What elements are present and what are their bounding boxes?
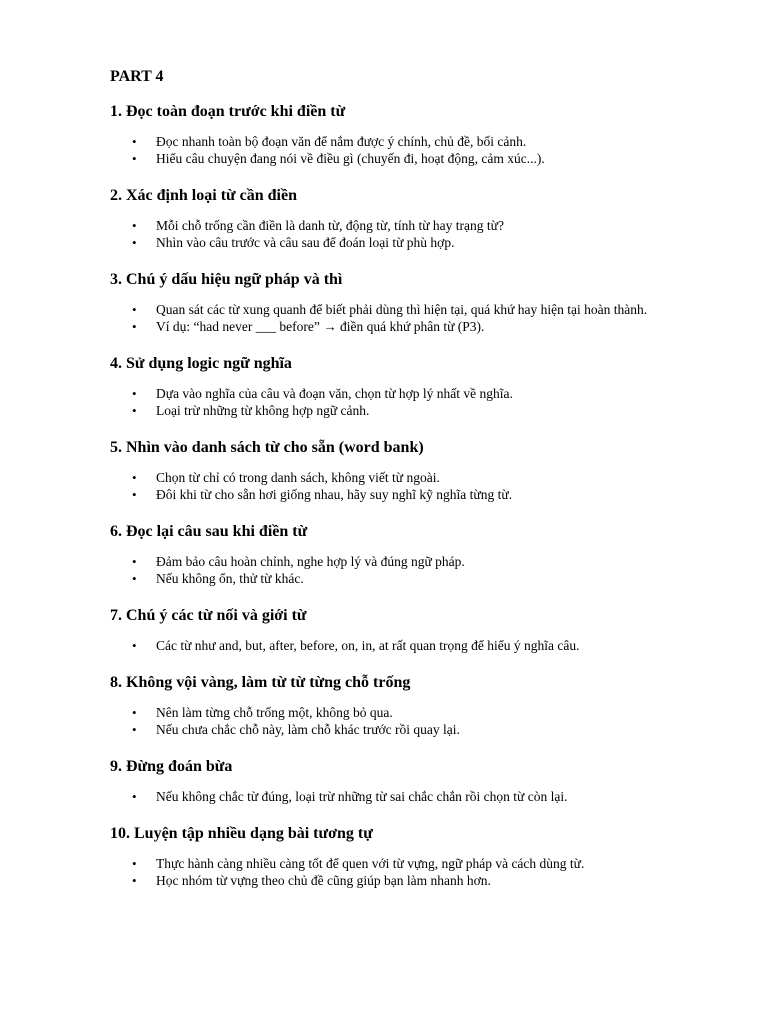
bullet-list xyxy=(110,637,710,654)
bullet-dot-icon: • xyxy=(132,319,137,334)
section-heading: 2. Xác định loại từ cần điền xyxy=(110,187,297,204)
sections-container xyxy=(110,101,710,889)
section-heading: 10. Luyện tập nhiều dạng bài tương tự xyxy=(110,825,373,842)
bullet-dot-icon: • xyxy=(132,151,137,166)
list-item xyxy=(110,704,710,721)
bullet-text: Thực hành càng nhiều càng tốt để quen với từ vựng, ngữ pháp và cách dùng từ. xyxy=(156,856,585,871)
document-page xyxy=(110,66,710,907)
bullet-list xyxy=(110,469,710,503)
bullet-dot-icon: • xyxy=(132,403,137,418)
list-item xyxy=(110,855,710,872)
list-item xyxy=(110,234,710,251)
bullet-text: Nên làm từng chỗ trống một, không bỏ qua. xyxy=(156,705,393,720)
list-item xyxy=(110,402,710,419)
bullet-list xyxy=(110,788,710,805)
bullet-list xyxy=(110,553,710,587)
section-10 xyxy=(110,823,710,889)
section-6 xyxy=(110,521,710,587)
section-4 xyxy=(110,353,710,419)
bullet-dot-icon: • xyxy=(132,470,137,485)
list-item xyxy=(110,301,710,318)
bullet-list xyxy=(110,217,710,251)
list-item xyxy=(110,469,710,486)
section-1 xyxy=(110,101,710,167)
bullet-dot-icon: • xyxy=(132,554,137,569)
bullet-dot-icon: • xyxy=(132,873,137,888)
bullet-dot-icon: • xyxy=(132,218,137,233)
bullet-text: Dựa vào nghĩa của câu và đoạn văn, chọn từ hợp lý nhất về nghĩa. xyxy=(156,386,513,401)
list-item xyxy=(110,721,710,738)
section-heading: 9. Đừng đoán bừa xyxy=(110,758,233,775)
bullet-text: Quan sát các từ xung quanh để biết phải dùng thì hiện tại, quá khứ hay hiện tại hoàn thành. xyxy=(156,302,648,317)
section-heading: 5. Nhìn vào danh sách từ cho sẵn (word bank) xyxy=(110,439,424,456)
section-heading: 1. Đọc toàn đoạn trước khi điền từ xyxy=(110,103,346,120)
bullet-list xyxy=(110,855,710,889)
bullet-text: Nếu chưa chắc chỗ này, làm chỗ khác trước rồi quay lại. xyxy=(156,722,460,737)
section-7 xyxy=(110,605,710,654)
section-9 xyxy=(110,756,710,805)
bullet-list xyxy=(110,133,710,167)
section-8 xyxy=(110,672,710,738)
section-3 xyxy=(110,269,710,335)
list-item xyxy=(110,318,710,335)
list-item xyxy=(110,553,710,570)
section-5 xyxy=(110,437,710,503)
bullet-text: Đôi khi từ cho sẵn hơi giống nhau, hãy suy nghĩ kỹ nghĩa từng từ. xyxy=(156,487,513,502)
bullet-dot-icon: • xyxy=(132,789,137,804)
bullet-text: Đảm bảo câu hoàn chỉnh, nghe hợp lý và đúng ngữ pháp. xyxy=(156,554,465,569)
bullet-dot-icon: • xyxy=(132,722,137,737)
section-heading: 3. Chú ý dấu hiệu ngữ pháp và thì xyxy=(110,271,343,288)
bullet-dot-icon: • xyxy=(132,302,137,317)
bullet-text: Học nhóm từ vựng theo chủ đề cũng giúp bạn làm nhanh hơn. xyxy=(156,873,491,888)
section-heading: 8. Không vội vàng, làm từ từ từng chỗ trống xyxy=(110,674,411,691)
bullet-dot-icon: • xyxy=(132,705,137,720)
section-heading: 7. Chú ý các từ nối và giới từ xyxy=(110,607,307,624)
bullet-list xyxy=(110,704,710,738)
list-item xyxy=(110,637,710,654)
bullet-list xyxy=(110,301,710,335)
list-item xyxy=(110,385,710,402)
list-item xyxy=(110,788,710,805)
list-item xyxy=(110,486,710,503)
list-item xyxy=(110,150,710,167)
bullet-text: Loại trừ những từ không hợp ngữ cảnh. xyxy=(156,403,370,418)
section-2 xyxy=(110,185,710,251)
part-title: PART 4 xyxy=(110,68,164,85)
bullet-text: Các từ như and, but, after, before, on, in, at rất quan trọng để hiểu ý nghĩa câu. xyxy=(156,638,580,653)
section-heading: 4. Sử dụng logic ngữ nghĩa xyxy=(110,355,292,372)
bullet-text: Ví dụ: “had never ___ before” → điền quá khứ phân từ (P3). xyxy=(156,319,485,334)
bullet-dot-icon: • xyxy=(132,571,137,586)
list-item xyxy=(110,217,710,234)
bullet-text: Nếu không ổn, thử từ khác. xyxy=(156,571,304,586)
bullet-dot-icon: • xyxy=(132,386,137,401)
bullet-dot-icon: • xyxy=(132,487,137,502)
bullet-dot-icon: • xyxy=(132,856,137,871)
bullet-text: Chọn từ chỉ có trong danh sách, không viết từ ngoài. xyxy=(156,470,440,485)
bullet-text: Đọc nhanh toàn bộ đoạn văn để nắm được ý chính, chủ đề, bối cảnh. xyxy=(156,134,527,149)
section-heading: 6. Đọc lại câu sau khi điền từ xyxy=(110,523,308,540)
bullet-dot-icon: • xyxy=(132,235,137,250)
bullet-list xyxy=(110,385,710,419)
bullet-dot-icon: • xyxy=(132,638,137,653)
bullet-text: Nếu không chắc từ đúng, loại trừ những từ sai chắc chắn rồi chọn từ còn lại. xyxy=(156,789,568,804)
bullet-text: Mỗi chỗ trống cần điền là danh từ, động từ, tính từ hay trạng từ? xyxy=(156,218,504,233)
bullet-text: Hiểu câu chuyện đang nói về điều gì (chuyến đi, hoạt động, cảm xúc...). xyxy=(156,151,545,166)
list-item xyxy=(110,872,710,889)
list-item xyxy=(110,133,710,150)
bullet-text: Nhìn vào câu trước và câu sau để đoán loại từ phù hợp. xyxy=(156,235,455,250)
list-item xyxy=(110,570,710,587)
bullet-dot-icon: • xyxy=(132,134,137,149)
